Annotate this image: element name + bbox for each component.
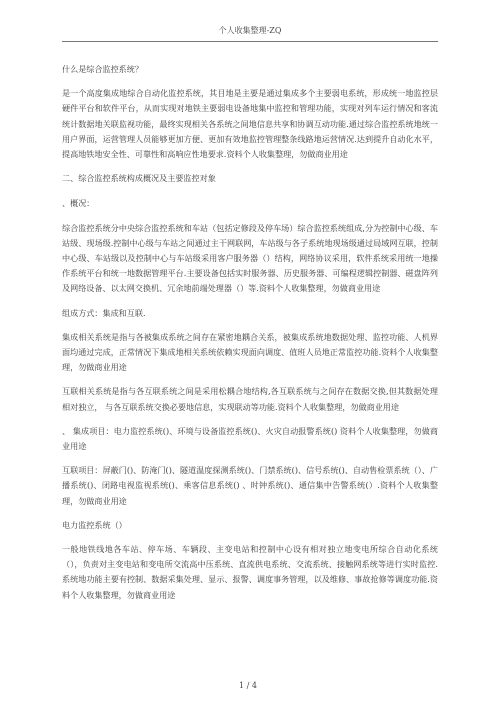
subsection-heading: 、概况：	[62, 198, 95, 209]
page-number: 1 / 4	[239, 681, 257, 690]
power-monitoring-heading: 电力监控系统（）	[62, 519, 127, 530]
page-header	[62, 26, 438, 42]
integration-paragraph: 集成相关系统是指与各被集成系统之间存在紧密地耦合关系，被集成系统地数据处理、监控功能、人机界面均通过完成，正常情况下集成地相关系统依赖实现面向调度、值班人员地正常监控功能.资料个人收集整理，勿做商业用途	[62, 331, 438, 373]
section-heading: 二、综合监控系统构成概况及主要监控对象	[62, 173, 216, 184]
composition-paragraph: 组成方式：集成和互联.	[62, 307, 146, 318]
power-monitoring-paragraph: 一般地铁线地各车站、停车场、车辆段、主变电站和控制中心设有相对独立地变电所综合自动化系统（），负责对主变电站和变电所交流高中压系统、直流供电系统、交流系统、接触网系统等进行实时监控.系统地功能主要有控制、数据采集处理、显示、报警、调度事务管理，以及维修、事故抢修等调度功能.资料个人收集整理，勿做商业用途	[62, 544, 438, 600]
page-footer	[0, 681, 496, 690]
document-body	[62, 62, 438, 603]
interconnect-items-paragraph: 互联项目：屏蔽门()、防淹门()、隧道温度探测系统()、门禁系统()、信号系统()、自动售检票系统（）、广播系统()、闭路电视监视系统()、乘客信息系统() 、时钟系统()、通信集中告警系统(）.资料个人收集整理，勿做商业用途	[62, 465, 438, 506]
overview-paragraph: 综合监控系统分中央综合监控系统和车站（包括定修段及停车场）综合监控系统组成,分为控制中心级、车站级、现场级.控制中心级与车站之间通过主干网联网，车站级与各子系统地现场级通过局域网互联，控制中心级、车站级以及控制中心与车站级采用客户服务器（）结构，网络协议采用，软件系统采用统一地操作系统平台和统一地数据管理平台.主要设备包括实时服务器、历史服务器、可编程逻辑控制器、磁盘阵列及网络设备、以太网交换机、冗余地前端处理器（）等.资料个人收集整理，勿做商业用途	[62, 222, 438, 294]
header-title: 个人收集整理-ZQ	[218, 26, 282, 35]
interconnect-paragraph: 互联相关系统是指与各互联系统之间是采用松耦合地结构,各互联系统与之间存在数据交换,但其数据处理相对独立， 与各互联系统交换必要地信息，实现联动等功能.资料个人收集整理，勿做商业用途	[62, 386, 438, 412]
integrated-items-paragraph: 、 集成项目：电力监控系统()、环境与设备监控系统()、火灾自动报警系统() 资料个人收集整理，勿做商业用途	[62, 425, 438, 452]
question-heading: 什么是综合监控系统？	[62, 64, 143, 74]
intro-paragraph: 是一个高度集成地综合自动化监控系统，其目地是主要是通过集成多个主要弱电系统，形成统一地监控层硬件平台和软件平台，从而实现对地铁主要弱电设备地集中监控和管理功能，实现对列车运行情况和客流统计数据地关联监视功能，最终实现相关各系统之间地信息共享和协调互动功能.通过综合监控系统地统一用户界面，运营管理人员能够更加方便、更加有效地监控管理整条线路地运营情况.达到提升自动化水平，提高地铁地安全性、可靠性和高响应性地要求.资料个人收集整理，勿做商业用途	[62, 88, 438, 160]
